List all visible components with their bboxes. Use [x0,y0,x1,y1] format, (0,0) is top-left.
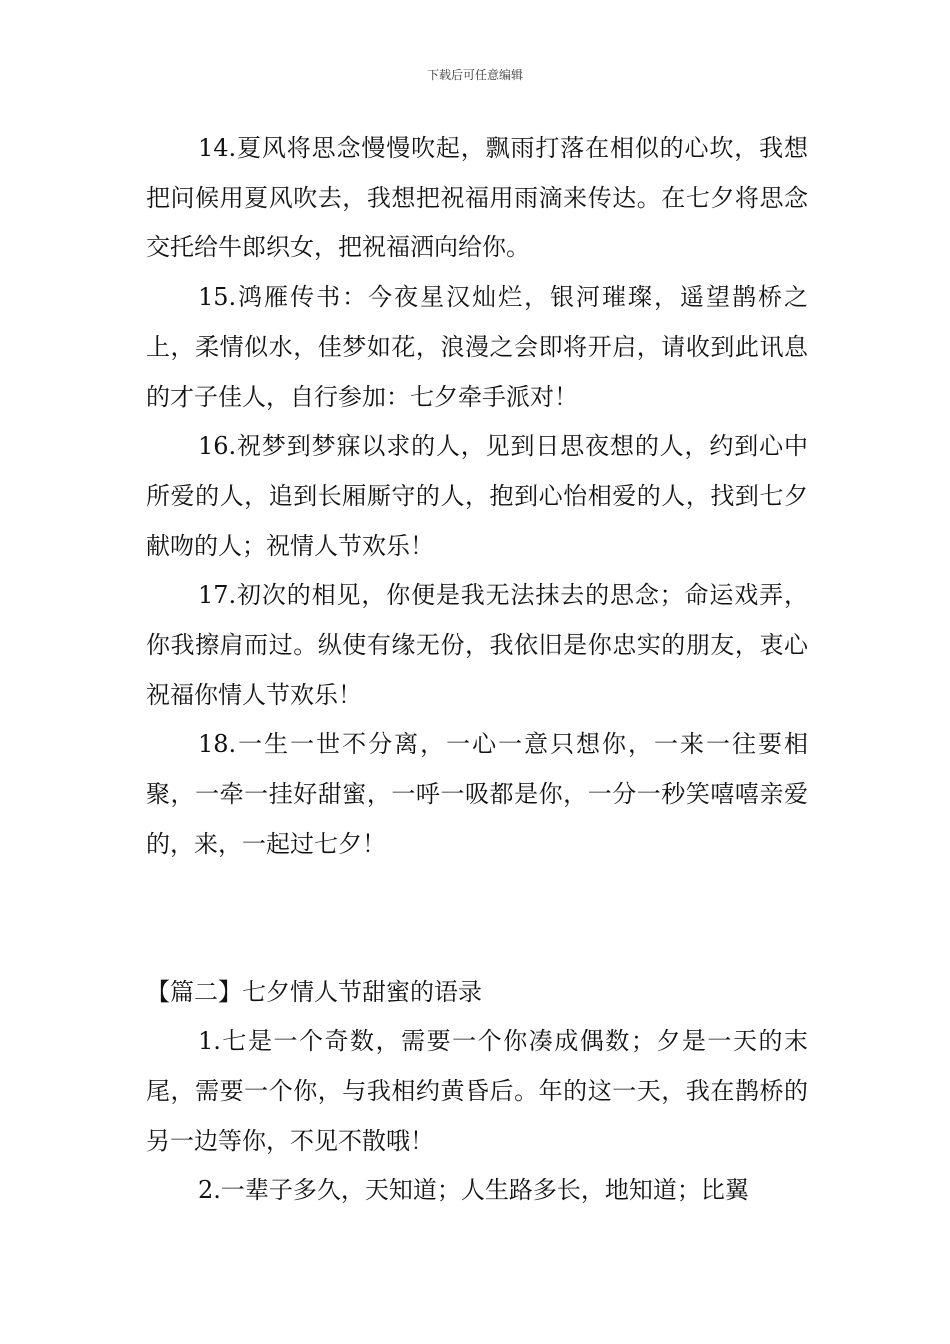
paragraph-17: 17.初次的相见，你便是我无法抹去的思念；命运戏弄，你我擦肩而过。纵使有缘无份，我依旧是你忠实的朋友，衷心祝福你情人节欢乐！ [146,581,808,709]
section-spacer [146,870,808,968]
section-paragraph-1: 1.七是一个奇数，需要一个你凑成偶数；夕是一天的末尾，需要一个你，与我相约黄昏后。年的这一天，我在鹊桥的另一边等你，不见不散哦！ [146,1027,808,1155]
paragraph-16: 16.祝梦到梦寐以求的人，见到日思夜想的人，约到心中所爱的人，追到长厢厮守的人，抱到心怡相爱的人，找到七夕献吻的人；祝情人节欢乐！ [146,432,808,560]
page-header: 下载后可任意编辑 [426,68,523,82]
paragraph-14: 14.夏风将思念慢慢吹起，飘雨打落在相似的心坎，我想把问候用夏风吹去，我想把祝福用雨滴来传达。在七夕将思念交托给牛郎织女，把祝福洒向给你。 [146,134,808,262]
paragraph-18: 18.一生一世不分离，一心一意只想你，一来一往要相聚，一牵一挂好甜蜜，一呼一吸都是你，一分一秒笑嘻嘻亲爱的，来，一起过七夕！ [146,730,808,858]
section-title: 【篇二】七夕情人节甜蜜的语录 [146,977,482,1006]
paragraph-15: 15.鸿雁传书：今夜星汉灿烂，银河璀璨，遥望鹊桥之上，柔情似水，佳梦如花，浪漫之会即将开启，请收到此讯息的才子佳人，自行参加：七夕牵手派对！ [146,283,808,411]
document-body [146,124,808,1216]
section-paragraph-2: 2.一辈子多久，天知道；人生路多长，地知道；比翼 [198,1176,749,1205]
